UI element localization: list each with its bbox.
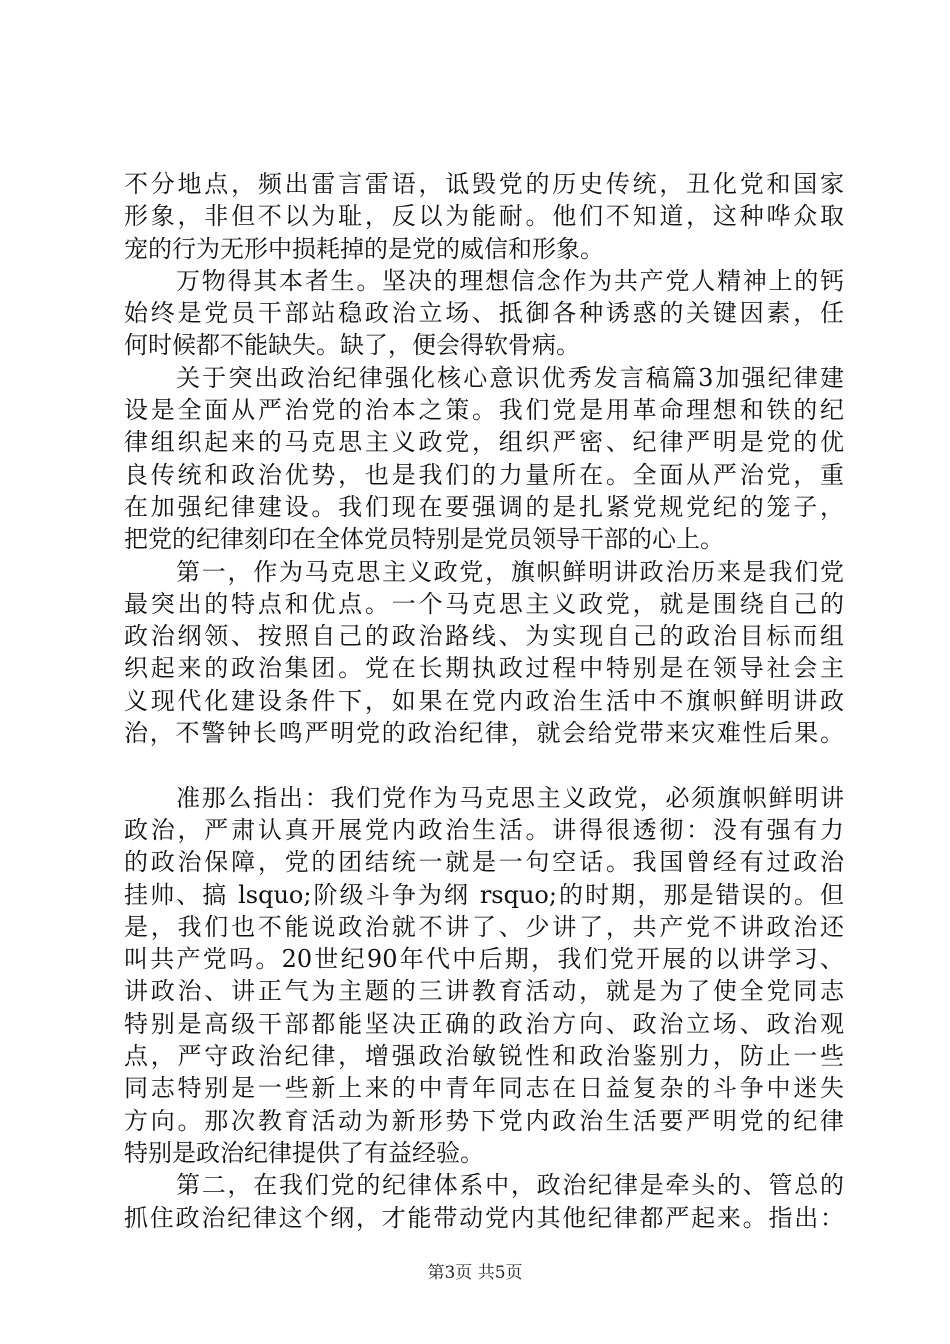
text-line: 第二，在我们党的纪律体系中，政治纪律是牵头的、管总的 — [176, 1171, 844, 1200]
text-line: 治，不警钟长鸣严明党的政治纪律，就会给党带来灾难性后果。 — [124, 719, 844, 748]
text-line: 织起来的政治集团。党在长期执政过程中特别是在领导社会主 — [124, 654, 844, 683]
text-line: 义现代化建设条件下，如果在党内政治生活中不旗帜鲜明讲政 — [124, 686, 844, 715]
text-line: 准那么指出：我们党作为马克思主义政党，必须旗帜鲜明讲 — [176, 783, 844, 812]
text-line: 抓住政治纪律这个纲，才能带动党内其他纪律都严起来。指出： — [124, 1203, 844, 1232]
text-line: 关于突出政治纪律强化核心意识优秀发言稿篇3加强纪律建 — [176, 363, 844, 392]
text-line: 设是全面从严治党的治本之策。我们党是用革命理想和铁的纪 — [124, 396, 844, 425]
text-line: 始终是党员干部站稳政治立场、抵御各种诱惑的关键因素，任 — [124, 299, 844, 328]
text-line: 讲政治、讲正气为主题的三讲教育活动，就是为了使全党同志 — [124, 977, 844, 1006]
text-line: 挂帅、搞 lsquo;阶级斗争为纲 rsquo;的时期，那是错误的。但 — [124, 880, 844, 909]
text-line: 是，我们也不能说政治就不讲了、少讲了，共产党不讲政治还 — [124, 912, 844, 941]
text-line: 同志特别是一些新上来的中青年同志在日益复杂的斗争中迷失 — [124, 1074, 844, 1103]
text-line: 在加强纪律建设。我们现在要强调的是扎紧党规党纪的笼子， — [124, 492, 844, 521]
text-line: 特别是政治纪律提供了有益经验。 — [124, 1138, 484, 1167]
page-number-label: 第3页 共5页 — [427, 1263, 523, 1283]
text-line: 把党的纪律刻印在全体党员特别是党员领导干部的心上。 — [124, 525, 724, 554]
text-line: 方向。那次教育活动为新形势下党内政治生活要严明党的纪律 — [124, 1106, 844, 1135]
text-line: 政治，严肃认真开展党内政治生活。讲得很透彻：没有强有力 — [124, 815, 844, 844]
paragraph-gap — [124, 749, 844, 781]
text-line: 形象，非但不以为耻，反以为能耐。他们不知道，这种哗众取 — [124, 202, 844, 231]
text-line: 叫共产党吗。20世纪90年代中后期，我们党开展的以讲学习、 — [124, 945, 844, 974]
text-line: 的政治保障，党的团结统一就是一句空话。我国曾经有过政治 — [124, 848, 844, 877]
text-line: 政治纲领、按照自己的政治路线、为实现自己的政治目标而组 — [124, 622, 844, 651]
text-line: 律组织起来的马克思主义政党，组织严密、纪律严明是党的优 — [124, 428, 844, 457]
text-line: 不分地点，频出雷言雷语，诋毁党的历史传统，丑化党和国家 — [124, 170, 844, 198]
text-line: 特别是高级干部都能坚决正确的政治方向、政治立场、政治观 — [124, 1009, 844, 1038]
text-line: 第一，作为马克思主义政党，旗帜鲜明讲政治历来是我们党 — [176, 557, 844, 586]
text-line: 宠的行为无形中损耗掉的是党的威信和形象。 — [124, 234, 604, 263]
document-body — [124, 168, 844, 1234]
text-line: 点，严守政治纪律，增强政治敏锐性和政治鉴别力，防止一些 — [124, 1042, 844, 1071]
text-line: 何时候都不能缺失。缺了，便会得软骨病。 — [124, 331, 580, 360]
text-line: 良传统和政治优势，也是我们的力量所在。全面从严治党，重 — [124, 460, 844, 489]
page-footer — [0, 1262, 950, 1284]
text-line: 最突出的特点和优点。一个马克思主义政党，就是围绕自己的 — [124, 589, 844, 618]
text-line: 万物得其本者生。坚决的理想信念作为共产党人精神上的钙 — [176, 266, 844, 295]
